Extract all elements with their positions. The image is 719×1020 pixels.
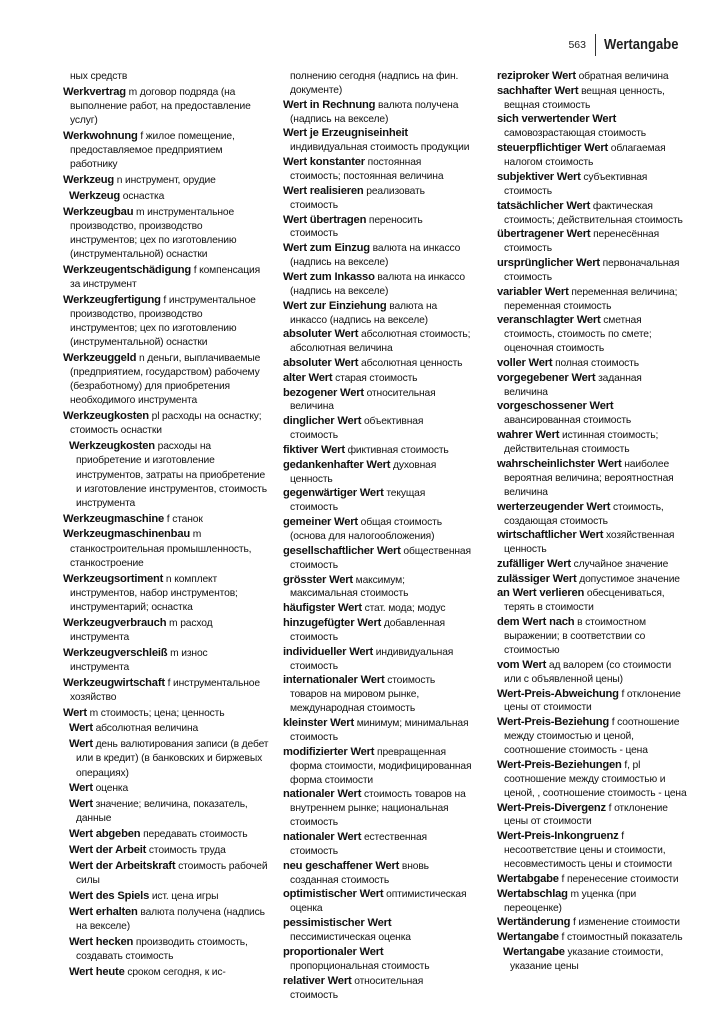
dictionary-entry [283,328,472,356]
dictionary-entry [283,127,472,155]
dictionary-entry [283,860,472,888]
entry-headword: gegenwärtiger Wert [283,487,384,500]
entry-translation: сроком сегодня, к ис- [124,966,226,978]
entry-headword: Wertangabe [503,945,565,958]
entry-translation: стоимость товаров на внутреннем рынке; национальная стоимость [290,789,466,829]
entry-headword: fiktiver Wert [283,443,345,456]
dictionary-entry [497,70,688,84]
entry-headword: dinglicher Wert [283,415,362,428]
entry-translation: m станкостроительная промышленность, станкостроение [70,529,252,569]
dictionary-entry [283,300,472,328]
entry-headword: Werkzeug [69,189,121,202]
dictionary-entry [497,931,688,945]
dictionary-entry [283,975,472,1003]
entry-headword: Werkzeugverschleiß [63,646,168,659]
dictionary-entry [63,889,269,904]
entry-translation: n комплект инструментов, набор инструментов; инструментарий; оснастка [70,573,238,613]
entry-translation: фиктивная стоимость [344,444,449,456]
entry-translation: относительная величина [290,387,436,413]
entry-translation: обратная величина [575,71,669,82]
page-number: 563 [568,39,586,51]
column-2 [283,70,472,1003]
entry-headword: Wertabgabe [497,872,559,885]
entry-translation: заданная величина [504,372,642,398]
entry-translation: производить стоимость, создавать стоимость [76,936,248,963]
dictionary-entry [283,516,472,544]
entry-translation: расходы на приобретение и изготовление инструментов, затраты на приобретение и изготовление инструментов, стоимость инструмента [76,441,267,509]
entry-translation: полная стоимость [552,358,639,370]
entry-translation: оснастка [120,190,165,202]
entry-translation: духовная ценность [290,459,437,485]
entry-headword: Werkvertrag [63,85,126,98]
dictionary-entry [63,527,269,570]
dictionary-entry [283,946,472,974]
dictionary-entry [63,129,269,172]
entry-translation: вновь созданная стоимость [290,860,429,886]
entry-translation: первоначальная стоимость [504,257,680,283]
entry-headword: Werkzeugentschädigung [63,264,191,276]
entry-headword: gemeiner Wert [283,516,358,529]
entry-headword: Wert erhalten [69,905,138,918]
entry-headword: Wert je Erzeugniseinheit [283,127,408,140]
dictionary-entry [497,429,688,457]
dictionary-entry [283,831,472,859]
entry-translation: m стоимость; цена; ценность [86,707,225,719]
entry-translation: f инструментальное хозяйство [70,677,260,703]
entry-headword: Werkzeugwirtschaft [63,676,165,689]
entry-translation: пессимистическая оценка [290,932,411,944]
entry-headword: Wert in Rechnung [283,98,376,111]
entry-headword: ursprünglicher Wert [497,256,600,269]
entry-headword: zulässiger Wert [497,572,577,585]
entry-translation: реализовать стоимость [290,185,425,211]
dictionary-entry [283,574,472,602]
dictionary-entry [283,917,472,945]
dictionary-entry [283,646,472,674]
entry-headword: pessimistischer Wert [283,917,392,930]
entry-translation: f инструментальное производство, производство инструментов; цех по изготовлению (инструментальной) оснастки [70,294,256,349]
dictionary-entry [497,802,688,830]
dictionary-entry [283,156,472,184]
entry-headword: Wert des Spiels [69,890,150,903]
dictionary-entry [497,558,688,572]
dictionary-entry [497,573,688,587]
dictionary-entry [63,189,269,204]
dictionary-entry [63,205,269,262]
dictionary-entry [283,888,472,916]
entry-translation: валюта на инкассо (надпись на векселе) [290,243,461,269]
entry-headword: subjektiver Wert [497,170,581,183]
entry-translation: общая стоимость (основа для налогообложения) [290,517,442,543]
entry-translation: абсолютная стоимость; абсолютная величина [290,329,471,355]
entry-headword: übertragener Wert [497,228,591,241]
entry-headword: bezogener Wert [283,386,364,399]
dictionary-entry [283,387,472,415]
dictionary-entry [63,905,269,934]
entry-translation: полнению сегодня (надпись на фин. документе) [290,71,459,96]
entry-translation: добавленная стоимость [290,617,445,643]
entry-translation: обесцениваться, терять в стоимости [504,588,665,614]
dictionary-entry [283,444,472,458]
entry-headword: an Wert verlieren [497,587,585,600]
entry-translation: передавать стоимость [140,829,248,841]
entry-headword: Wert zum Inkasso [283,270,375,283]
entry-headword: Werkzeugmaschinenbau [63,528,190,541]
entry-headword: sich verwertender Wert [497,113,617,126]
dictionary-entry [497,830,688,872]
entry-translation: f несоответствие цены и стоимости, несовместимость цены и стоимости [504,831,672,871]
dictionary-entry [63,676,269,705]
dictionary-entry [63,859,269,888]
entry-headword: hinzugefügter Wert [283,616,382,629]
entry-translation: наиболее вероятная величина; вероятностная величина [504,458,674,498]
entry-headword: reziproker Wert [497,70,576,82]
dictionary-entry [497,372,688,400]
dictionary-entry [497,228,688,256]
entry-translation: фактическая стоимость; действительная стоимость [504,200,683,226]
entry-headword: Wert abgeben [69,828,141,841]
entry-translation: текущая стоимость [290,488,426,514]
entry-translation: общественная стоимость [290,545,471,571]
dictionary-entry [497,529,688,557]
entry-headword: häufigster Wert [283,602,362,615]
entry-headword: Wert der Arbeit [69,844,147,857]
entry-headword: Werkzeugkosten [69,440,155,453]
entry-headword: Wert realisieren [283,184,364,197]
entry-headword: Werkwohnung [63,129,138,142]
dictionary-entry [283,717,472,745]
entry-headword: grösster Wert [283,573,353,586]
entry-translation: абсолютная величина [92,723,199,735]
dictionary-entry [283,99,472,127]
entry-headword: werterzeugender Wert [497,500,611,513]
entry-headword: wahrscheinlichster Wert [497,457,622,470]
dictionary-entry [283,617,472,645]
entry-translation: f компенсация за инструмент [70,265,260,291]
dictionary-entry [63,737,269,780]
header-divider [595,34,596,56]
entry-translation: f перенесение стоимости [558,873,679,885]
dictionary-entry [497,314,688,356]
entry-headword: dem Wert nach [497,616,575,629]
entry-headword: Werkzeugkosten [63,410,149,423]
entry-headword: Wertabschlag [497,887,568,900]
entry-headword: Wert-Preis-Divergenz [497,801,606,814]
entry-translation: относительная стоимость [290,975,424,1001]
entry-headword: neu geschaffener Wert [283,859,400,872]
entry-headword: veranschlagter Wert [497,314,601,327]
dictionary-entry [283,242,472,270]
entry-headword: Werkzeugsortiment [63,572,164,585]
dictionary-entry [497,501,688,529]
dictionary-entry [63,173,269,188]
entry-headword: variabler Wert [497,285,569,298]
entry-headword: Werkzeugbau [63,205,134,218]
entry-headword: Wert konstanter [283,156,365,169]
entry-translation: pl расходы на оснастку; стоимость оснастки [70,411,262,437]
dictionary-entry [283,415,472,443]
entry-translation: в стоимостном выражении; в соответствии со стоимостью [504,617,646,657]
entry-headword: Werkzeug [63,174,115,187]
entry-translation: ных средств [70,71,128,82]
dictionary-entry [497,357,688,371]
entry-translation: сметная стоимость, стоимость по смете; оценочная стоимость [504,315,652,355]
dictionary-entry [497,616,688,658]
entry-translation: значение; величина, показатель, данные [76,799,248,825]
entry-headword: Wert [69,798,93,811]
entry-headword: Wert [69,738,93,751]
entry-translation: старая стоимость [332,372,418,384]
dictionary-entry [63,646,269,675]
dictionary-entry [283,674,472,716]
dictionary-entry [497,142,688,170]
entry-translation: минимум; минимальная стоимость [290,718,469,743]
entry-headword: Wert zur Einziehung [283,299,387,312]
column-3 [497,70,688,975]
dictionary-entry [283,214,472,242]
entry-headword: Werkzeugfertigung [63,293,161,306]
entry-translation: стоимость труда [146,845,226,857]
entry-translation: m инструментальное производство, производство инструментов; цех по изготовлению (инструментальной) оснастки [70,206,237,261]
entry-headword: zufälliger Wert [497,557,571,570]
entry-headword: wirtschaftlicher Wert [497,529,604,542]
dictionary-entry [63,409,269,438]
running-head: Wertangabe [604,37,679,53]
entry-translation: ад валорем (со стоимости или с объявленной цены) [504,659,672,685]
entry-translation: n инструмент, орудие [114,175,216,187]
entry-translation: валюта получена (надпись на векселе) [76,906,265,933]
dictionary-entry [497,85,688,113]
entry-translation: валюта на инкассо (надпись на векселе) [290,271,465,297]
entry-headword: gesellschaftlicher Wert [283,544,401,557]
dictionary-entry [63,70,269,84]
entry-translation: самовозрастающая стоимость [504,128,647,140]
entry-translation: f, pl соотношение между стоимостью и ценой, , соотношение стоимость - цена [504,759,687,799]
entry-headword: Wert [63,706,87,719]
dictionary-entry [497,257,688,285]
entry-translation: стоимость товаров на мировом рынке, международная стоимость [290,675,436,715]
entry-translation: максимум; максимальная стоимость [290,574,409,600]
dictionary-entry [63,263,269,292]
entry-headword: internationaler Wert [283,674,385,687]
dictionary-entry [497,888,688,916]
entry-headword: Wert der Arbeitskraft [69,860,176,873]
entry-headword: vom Wert [497,658,547,671]
entry-headword: relativer Wert [283,974,352,987]
entry-translation: f отклонение цены от стоимости [504,688,681,714]
entry-translation: случайное значение [570,558,669,570]
page-header [568,34,687,56]
dictionary-entry [497,946,688,974]
entry-translation: хозяйственная ценность [504,530,675,556]
entry-translation: n деньги, выплачиваемые (предприятием, государством) рабочему (безработному) для приобретения необходимого инструмента [70,353,261,407]
entry-translation: истинная стоимость; действительная стоимость [504,430,659,456]
entry-headword: Wert zum Einzug [283,242,370,255]
dictionary-entry [497,113,688,141]
entry-translation: облагаемая налогом стоимость [504,143,666,169]
entry-headword: Wert hecken [69,935,134,948]
entry-headword: proportionaler Wert [283,945,384,958]
entry-translation: естественная стоимость [290,832,427,857]
dictionary-entry [283,788,472,830]
entry-translation: авансированная стоимость [504,415,632,427]
entry-headword: Werkzeugmaschine [63,512,165,525]
entry-translation: перенесённая стоимость [504,229,660,255]
entry-headword: alter Wert [283,371,333,384]
entry-headword: Wert übertragen [283,213,367,226]
dictionary-entry [283,602,472,616]
entry-headword: nationaler Wert [283,788,362,801]
entry-translation: валюта на инкассо (надпись на векселе) [290,300,438,326]
entry-translation: f соотношение между стоимостью и ценой, соотношение стоимость - цена [504,717,680,757]
entry-translation: f отклонение цены от стоимости [504,802,668,828]
entry-headword: Wert [69,782,93,795]
dictionary-entry [283,746,472,788]
entry-translation: m уценка (при переоценке) [504,888,637,914]
dictionary-entry [497,759,688,801]
dictionary-entry [497,659,688,687]
dictionary-entry [63,351,269,408]
entry-translation: f изменение стоимости [570,917,680,929]
entry-headword: Wert-Preis-Inkongruenz [497,830,619,843]
entry-headword: vorgegebener Wert [497,371,596,384]
entry-translation: допустимое значение [576,573,680,585]
entry-headword: Werkzeuggeld [63,352,137,365]
entry-headword: voller Wert [497,357,553,370]
entry-headword: sachhafter Wert [497,84,579,97]
dictionary-entry [63,721,269,736]
dictionary-entry [497,400,688,428]
entry-headword: gedankenhafter Wert [283,458,391,471]
entry-translation: оптимистическая оценка [290,889,467,915]
entry-translation: ист. цена игры [149,891,219,903]
entry-translation: переменная величина; переменная стоимость [504,286,678,312]
dictionary-entry [63,512,269,527]
entry-translation: m износ инструмента [70,647,208,673]
entry-headword: Wert-Preis-Beziehungen [497,758,622,771]
entry-headword: modifizierter Wert [283,745,375,758]
entry-translation: валюта получена (надпись на векселе) [290,99,459,125]
dictionary-entry [63,439,269,510]
entry-headword: individueller Wert [283,645,374,658]
entry-translation: день валютирования записи (в дебет или в кредит) (в банковских и биржевых операциях) [76,739,269,779]
entry-headword: absoluter Wert [283,357,359,370]
entry-translation: объективная стоимость [290,416,424,442]
entry-headword: kleinster Wert [283,717,354,730]
dictionary-entry [63,616,269,645]
entry-headword: nationaler Wert [283,831,362,844]
entry-translation: стоимость, создающая стоимость [504,501,664,527]
entry-translation: m расход инструмента [70,617,213,643]
entry-headword: Wertänderung [497,916,571,929]
dictionary-entry [283,70,472,98]
entry-translation: субъективная стоимость [504,171,648,197]
entry-headword: wahrer Wert [497,429,560,442]
entry-headword: Wert-Preis-Beziehung [497,716,610,729]
dictionary-entry [63,85,269,128]
dictionary-entry [497,458,688,500]
dictionary-entry [497,916,688,930]
entry-translation: абсолютная ценность [358,358,463,370]
entry-translation: вещная ценность, вещная стоимость [504,85,665,111]
dictionary-entry [283,357,472,371]
dictionary-entry [63,293,269,350]
entry-headword: Wert [69,722,93,735]
entry-translation: стат. мода; модус [361,603,446,615]
entry-headword: Wert-Preis-Abweichung [497,687,619,700]
dictionary-entry [63,965,269,980]
entry-translation: постоянная стоимость; постоянная величина [290,157,444,183]
entry-headword: Werkzeugverbrauch [63,616,167,629]
dictionary-entry [497,587,688,615]
entry-translation: m договор подряда (на выполнение работ, на предоставление услуг) [70,86,251,127]
entry-headword: optimistischer Wert [283,888,384,901]
entry-translation: f станок [164,513,203,525]
dictionary-entry [63,706,269,721]
entry-headword: Wertangabe [497,931,559,944]
dictionary-entry [63,843,269,858]
entry-headword: Wert heute [69,965,125,978]
dictionary-entry [497,873,688,887]
entry-translation: оценка [92,783,129,795]
entry-translation: стоимость рабочей силы [76,861,268,887]
dictionary-entry [497,200,688,228]
entry-headword: vorgeschossener Wert [497,400,614,413]
column-1 [63,70,269,981]
entry-headword: tatsächlicher Wert [497,199,591,212]
entry-translation: индивидуальная стоимость [290,646,454,672]
dictionary-entry [283,487,472,515]
dictionary-entry [283,372,472,386]
dictionary-entry [63,797,269,826]
dictionary-entry [497,286,688,314]
dictionary-entry [63,827,269,842]
dictionary-entry [63,781,269,796]
dictionary-entry [497,688,688,716]
entry-headword: absoluter Wert [283,328,359,341]
dictionary-entry [283,459,472,487]
entry-translation: f стоимостный показатель [558,932,683,944]
dictionary-entry [283,271,472,299]
dictionary-entry [497,716,688,758]
dictionary-entry [283,185,472,213]
dictionary-entry [63,935,269,964]
entry-translation: f жилое помещение, предоставляемое предприятием работнику [70,130,235,171]
dictionary-entry [63,572,269,615]
dictionary-entry [283,545,472,573]
dictionary-entry [497,171,688,199]
entry-translation: превращенная форма стоимости, модифицированная форма стоимости [290,746,472,786]
entry-translation: индивидуальная стоимость продукции [290,142,470,154]
entry-translation: указание стоимости, указание цены [510,946,664,972]
entry-headword: steuerpflichtiger Wert [497,142,609,155]
entry-translation: переносить стоимость [290,214,423,240]
entry-translation: пропорциональная стоимость [290,960,430,972]
